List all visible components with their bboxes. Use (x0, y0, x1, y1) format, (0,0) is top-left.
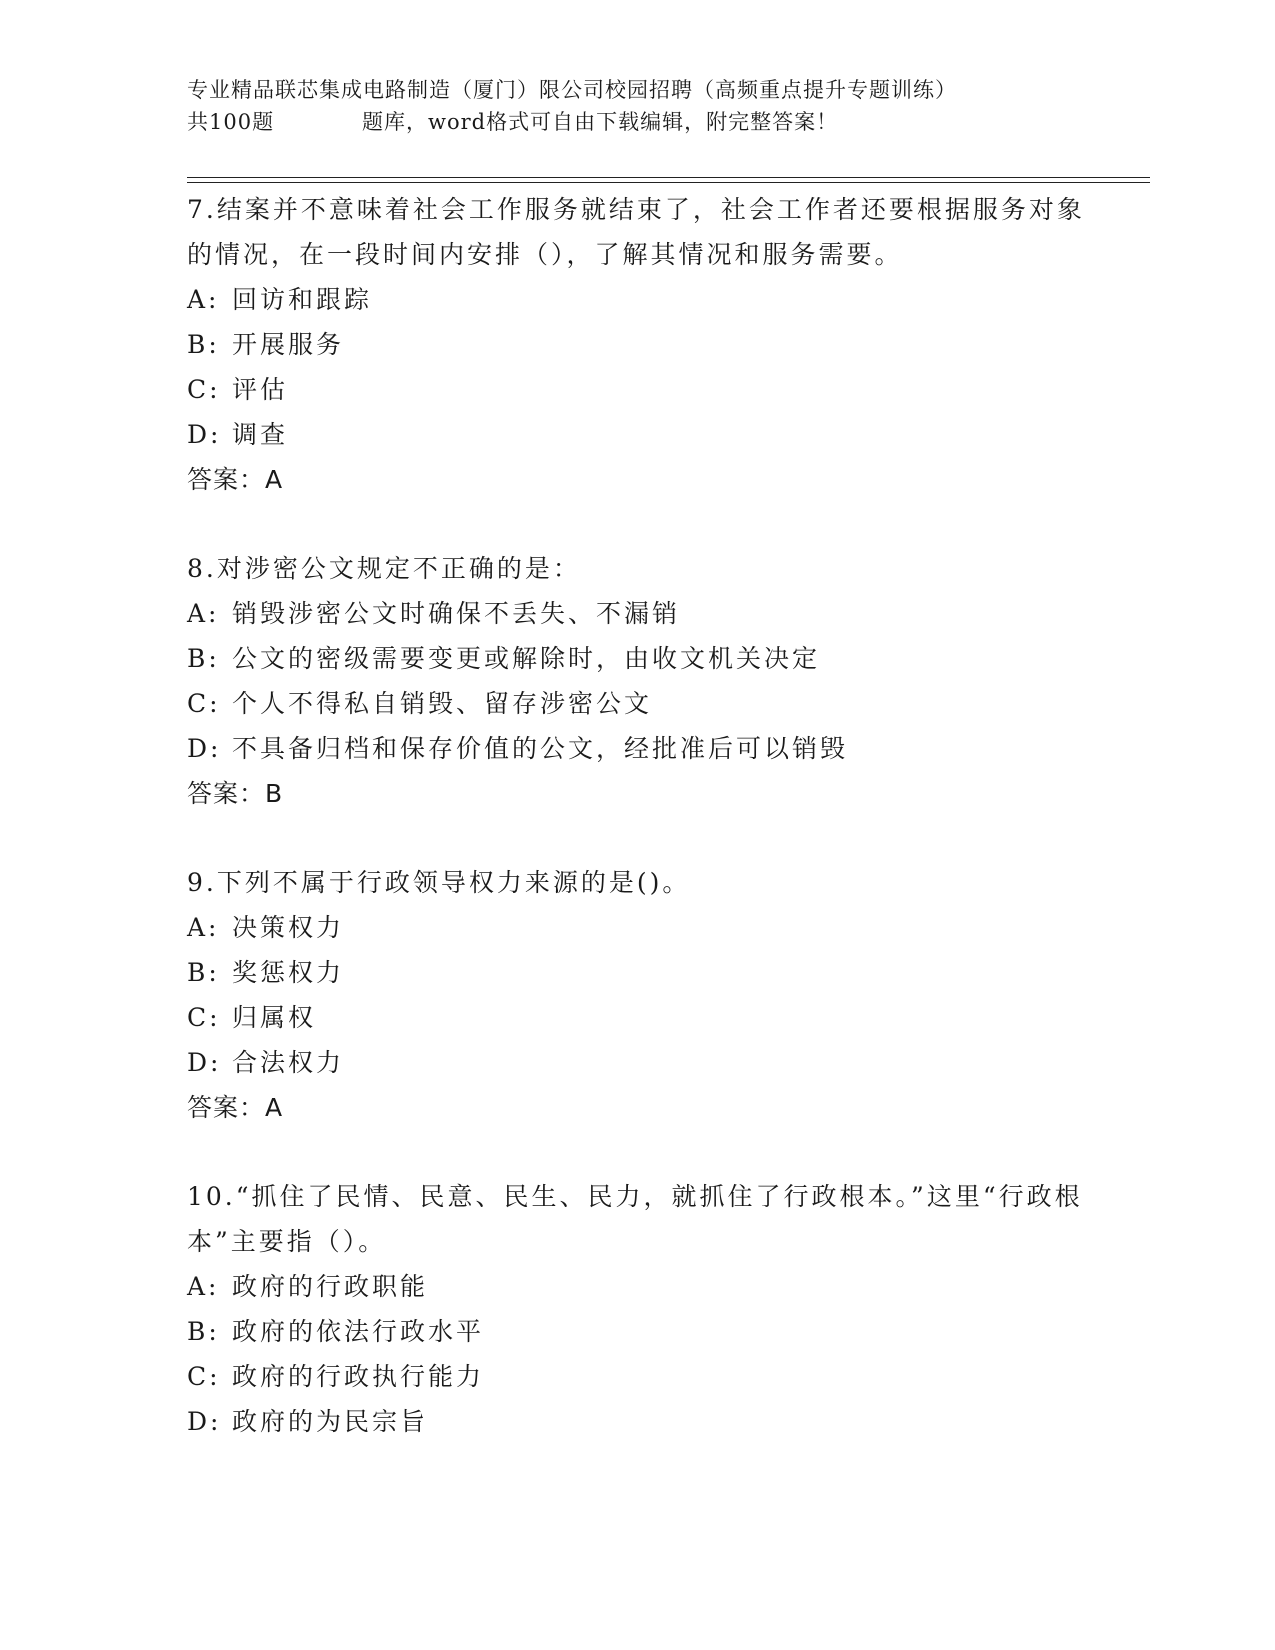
header-divider-top (187, 177, 1150, 178)
option-a (187, 591, 1087, 636)
answer-label: 答案：A (187, 1093, 284, 1122)
question-stem: 10.“抓住了民情、民意、民生、民力，就抓住了行政根本。”这里“行政根本”主要指（）。 (187, 1182, 1083, 1256)
option-text: 销毁涉密公文时确保不丢失、不漏销 (232, 599, 681, 628)
option-letter: D: (187, 1407, 222, 1436)
option-c (187, 367, 1087, 412)
option-letter: A: (187, 1272, 220, 1301)
option-letter: C: (187, 689, 221, 718)
option-letter: A: (187, 285, 220, 314)
option-d (187, 1399, 1087, 1444)
option-c (187, 995, 1087, 1040)
header-description: 题库，word格式可自由下载编辑，附完整答案！ (362, 110, 839, 134)
option-letter: B: (187, 644, 220, 673)
option-letter: A: (187, 599, 220, 628)
option-letter: A: (187, 913, 220, 942)
option-b (187, 322, 1087, 367)
option-text: 公文的密级需要变更或解除时，由收文机关决定 (232, 644, 821, 673)
question-9 (187, 860, 1087, 1130)
option-d (187, 726, 1087, 771)
question-stem: 7.结案并不意味着社会工作服务就结束了，社会工作者还要根据服务对象的情况，在一段时间内安排（），了解其情况和服务需要。 (187, 195, 1085, 269)
option-letter: B: (187, 958, 220, 987)
option-a (187, 905, 1087, 950)
answer-label: 答案：A (187, 465, 284, 494)
option-text: 归属权 (232, 1003, 317, 1032)
option-d (187, 412, 1087, 457)
document-header (187, 74, 1147, 138)
answer-label: 答案：B (187, 779, 284, 808)
question-stem: 9.下列不属于行政领导权力来源的是()。 (187, 868, 691, 897)
question-7 (187, 187, 1087, 502)
option-letter: C: (187, 1362, 221, 1391)
option-text: 奖惩权力 (232, 958, 345, 987)
option-letter: D: (187, 1048, 222, 1077)
question-10 (187, 1174, 1087, 1444)
header-title: 专业精品联芯集成电路制造（厦门）限公司校园招聘（高频重点提升专题训练） (187, 78, 957, 102)
header-divider-bottom (187, 182, 1150, 183)
option-a (187, 277, 1087, 322)
option-c (187, 1354, 1087, 1399)
option-text: 政府的行政职能 (232, 1272, 429, 1301)
option-text: 政府的行政执行能力 (232, 1362, 485, 1391)
question-stem: 8.对涉密公文规定不正确的是： (187, 554, 581, 583)
option-text: 开展服务 (232, 330, 345, 359)
option-a (187, 1264, 1087, 1309)
option-text: 合法权力 (232, 1048, 345, 1077)
option-b (187, 1309, 1087, 1354)
question-list (187, 187, 1087, 1488)
option-text: 调查 (232, 420, 289, 449)
question-8 (187, 546, 1087, 816)
header-subtitle (187, 106, 1147, 138)
option-letter: B: (187, 1317, 220, 1346)
option-letter: B: (187, 330, 220, 359)
option-letter: C: (187, 375, 221, 404)
option-letter: C: (187, 1003, 221, 1032)
option-d (187, 1040, 1087, 1085)
option-letter: D: (187, 734, 222, 763)
option-c (187, 681, 1087, 726)
option-text: 政府的为民宗旨 (232, 1407, 429, 1436)
option-text: 评估 (232, 375, 289, 404)
option-text: 个人不得私自销毁、留存涉密公文 (232, 689, 653, 718)
option-b (187, 950, 1087, 995)
option-text: 不具备归档和保存价值的公文，经批准后可以销毁 (232, 734, 849, 763)
option-text: 回访和跟踪 (232, 285, 373, 314)
option-letter: D: (187, 420, 222, 449)
option-text: 决策权力 (232, 913, 345, 942)
question-count: 共100题 (187, 110, 275, 134)
option-b (187, 636, 1087, 681)
option-text: 政府的依法行政水平 (232, 1317, 485, 1346)
